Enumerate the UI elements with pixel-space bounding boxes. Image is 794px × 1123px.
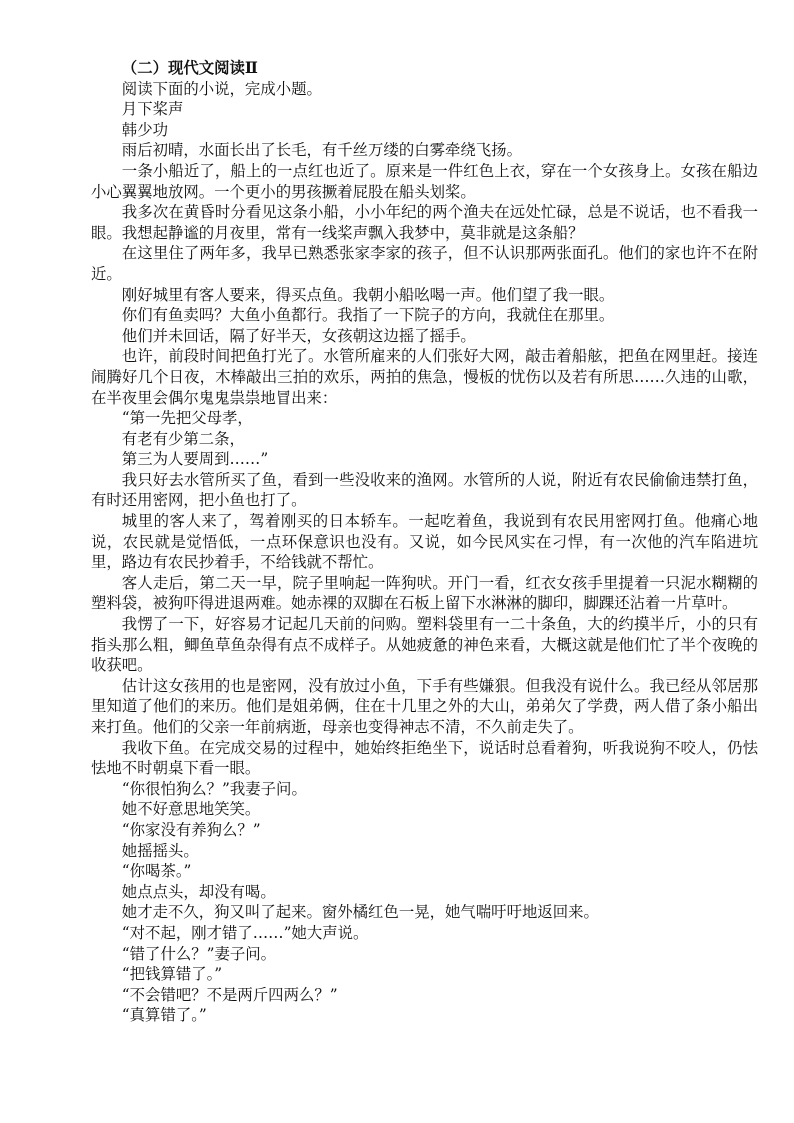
song-verse: 有老有少第二条， [121, 429, 245, 448]
section-title: （二）现代文阅读Ⅱ [121, 59, 258, 77]
dialogue-line: “你家没有养狗么？” [121, 820, 261, 839]
dialogue-line: “你很怕狗么？”我妻子问。 [121, 779, 307, 798]
dialogue-line: “把钱算错了。” [121, 965, 223, 984]
paragraph: 我多次在黄昏时分看见这条小船，小小年纪的两个渔夫在远处忙碌，总是不说话，也不看我一眼。我想起静谧的月夜里，常有一线桨声飘入我梦中，莫非就是这条船？ [91, 203, 758, 242]
song-verse: 第三为人要周到……” [121, 450, 269, 469]
dialogue-line: “不会错吧？不是两斤四两么？” [121, 985, 338, 1004]
document-page [91, 58, 758, 1026]
author: 韩少功 [121, 120, 168, 139]
paragraph: 我收下鱼。在完成交易的过程中，她始终拒绝坐下，说话时总看着狗，听我说狗不咬人，仍怯怯地不时朝桌下看一眼。 [91, 738, 758, 778]
paragraph: 刚好城里有客人要来，得买点鱼。我朝小船吆喝一声。他们望了我一眼。 [121, 285, 615, 304]
paragraph: 也许，前段时间把鱼打光了。水管所雇来的人们张好大网，敲击着船舷，把鱼在网里赶。接连闹腾好几个日夜，木棒敲出三拍的欢乐，两拍的焦急，慢板的忧伤以及若有所思……久违的山歌，在半夜里会偶尔鬼鬼祟祟地冒出来： [91, 347, 758, 407]
paragraph: 在这里住了两年多，我早已熟悉张家李家的孩子，但不认识那两张面孔。他们的家也许不在附近。 [91, 244, 758, 283]
paragraph: 客人走后，第二天一早，院子里响起一阵狗吠。开门一看，红衣女孩手里提着一只泥水糊糊的塑料袋，被狗吓得进退两难。她赤裸的双脚在石板上留下水淋淋的脚印，脚踝还沾着一片草叶。 [91, 573, 758, 613]
dialogue-line: “你喝茶。” [121, 862, 192, 881]
paragraph: 他们并未回话，隔了好半天，女孩朝这边摇了摇手。 [121, 326, 476, 345]
paragraph: 她才走不久，狗又叫了起来。窗外橘红色一晃，她气喘吁吁地返回来。 [121, 903, 599, 922]
paragraph: 雨后初晴，水面长出了长毛，有千丝万缕的白雾牵绕飞扬。 [121, 141, 522, 160]
paragraph: 一条小船近了，船上的一点红也近了。原来是一件红色上衣，穿在一个女孩身上。女孩在船边小心翼翼地放网。一个更小的男孩撅着屁股在船头划桨。 [91, 161, 758, 201]
song-verse: “第一先把父母孝， [121, 409, 253, 428]
paragraph: 我愣了一下，好容易才记起几天前的问购。塑料袋里有一二十条鱼，大的约摸半斤，小的只有指头那么粗，鲫鱼草鱼杂得有点不成样子。从她疲惫的神色来看，大概这就是他们忙了半个夜晚的收获吧。 [91, 615, 758, 675]
dialogue-line: “错了什么？”妻子问。 [121, 944, 277, 963]
paragraph: 城里的客人来了，驾着刚买的日本轿车。一起吃着鱼，我说到有农民用密网打鱼。他痛心地说，农民就是觉悟低，一点环保意识也没有。又说，如今民风实在刁悍，有一次他的汽车陷进坑里，路边有农民抄着手，不给钱就不帮忙。 [91, 512, 758, 572]
paragraph: 她点点头，却没有喝。 [121, 882, 276, 901]
paragraph: 估计这女孩用的也是密网，没有放过小鱼，下手有些嫌狠。但我没有说什么。我已经从邻居那里知道了他们的来历。他们是姐弟俩，住在十几里之外的大山，弟弟欠了学费，两人借了条小船出来打鱼。他们的父亲一年前病逝，母亲也变得神志不清，不久前走失了。 [91, 676, 758, 736]
dialogue-line: “对不起，刚才错了……”她大声说。 [121, 923, 369, 942]
story-title: 月下桨声 [121, 100, 184, 119]
paragraph: 我只好去水管所买了鱼，看到一些没收来的渔网。水管所的人说，附近有农民偷偷违禁打鱼，有时还用密网，把小鱼也打了。 [91, 470, 758, 510]
paragraph: 她摇摇头。 [121, 841, 199, 860]
dialogue-line: “真算错了。” [121, 1006, 207, 1025]
instruction: 阅读下面的小说，完成小题。 [121, 79, 322, 98]
paragraph: 你们有鱼卖吗？大鱼小鱼都行。我指了一下院子的方向，我就住在那里。 [121, 306, 615, 325]
paragraph: 她不好意思地笑笑。 [121, 800, 261, 819]
